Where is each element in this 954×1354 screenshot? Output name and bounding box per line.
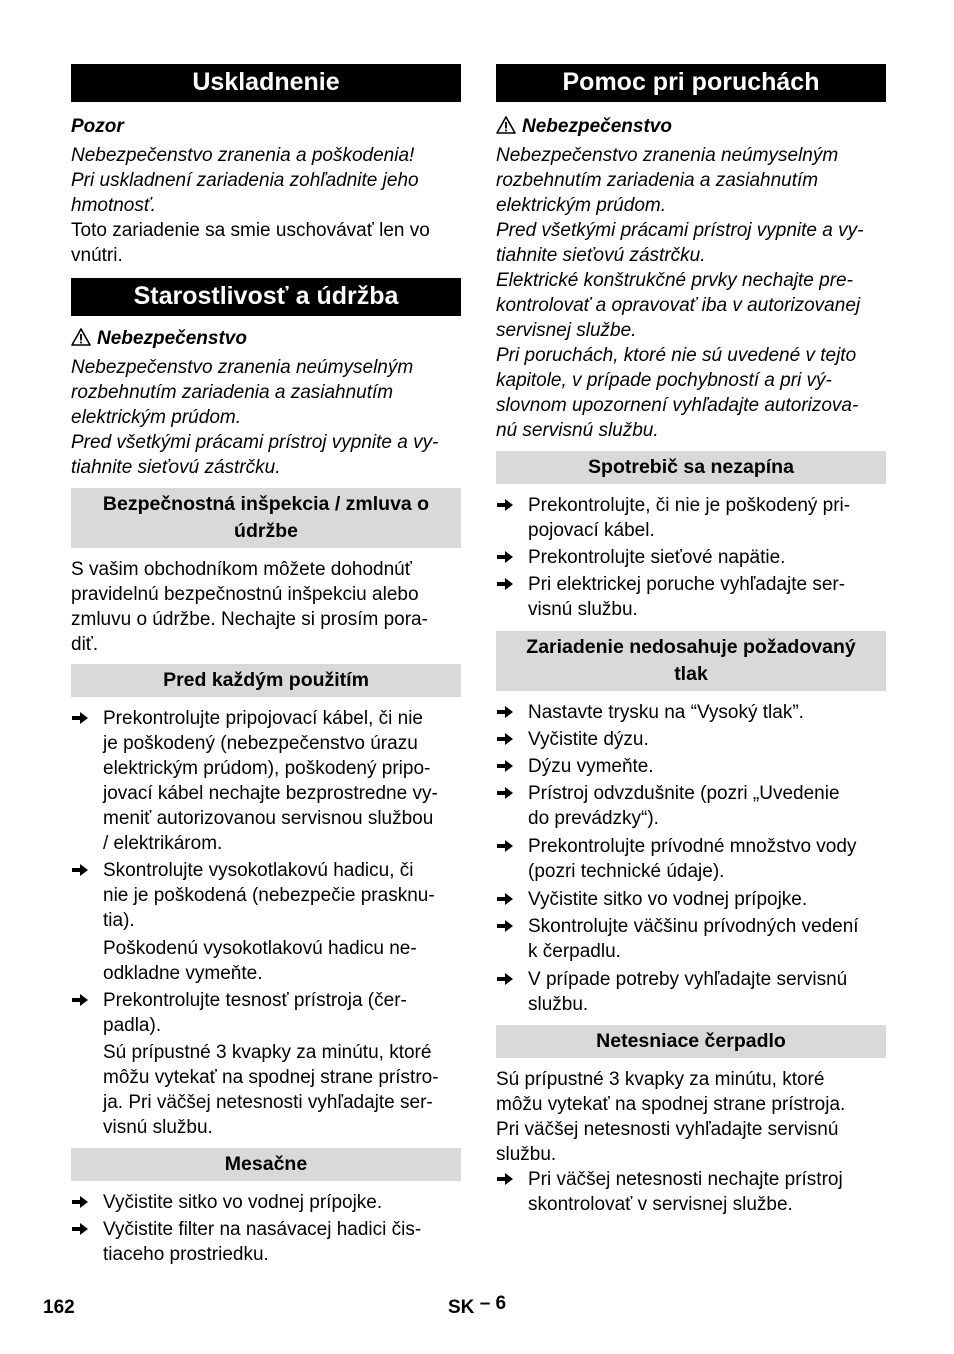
list-item: Skontrolujte vysokotlakovú hadicu, či nie je poškodená (nebezpečie prasknu- tia).: [71, 858, 461, 933]
heading-no-start: Spotrebič sa nezapína: [496, 451, 886, 484]
list-item: Prekontrolujte prívodné množstvo vody (pozri technické údaje).: [496, 834, 886, 884]
list-item: Vyčistite sitko vo vodnej prípojke.: [496, 887, 886, 912]
list-item: Prekontrolujte, či nie je poškodený pri- pojovací kábel.: [496, 493, 886, 543]
arrow-right-icon: [496, 971, 514, 987]
footer-lang: SK: [448, 1297, 475, 1318]
danger-label: [496, 114, 886, 139]
caution-text: Nebezpečenstvo zranenia a poškodenia! Pri uskladnení zariadenia zohľadnite jeho hmotnosť.: [71, 145, 419, 216]
heading-pomoc: Pomoc pri poruchách: [496, 64, 886, 102]
list-item-continuation: Poškodenú vysokotlakovú hadicu ne- odkladne vymeňte.: [103, 938, 417, 984]
heading-before-use: Pred každým použitím: [71, 664, 461, 697]
pump-leak-list: [496, 1167, 886, 1217]
list-item: Prístroj odvzdušnite (pozri „Uvedenie do prevádzky“).: [496, 781, 886, 831]
heading-pressure: Zariadenie nedosahuje požadovaný tlak: [496, 631, 886, 691]
care-danger-text: Nebezpečenstvo zranenia neúmyselným rozbehnutím zariadenia a zasiahnutím elektrickým prúdom. Pred všetkými prácami prístroj vypnite a vy- tiahnite sieťovú zástrčku.: [71, 357, 439, 478]
arrow-right-icon: [71, 862, 89, 878]
left-column: [71, 64, 461, 1267]
arrow-right-icon: [71, 710, 89, 726]
no-start-list: [496, 493, 886, 622]
list-item: Prekontrolujte pripojovací kábel, či nie je poškodený (nebezpečenstvo úrazu elektrickým prúdom), poškodený pripo- jovací kábel nechajte bezprostredne vy- meniť autorizovanou servisnou službou / elektrikárom.: [71, 706, 461, 856]
page-number: 162: [43, 1297, 75, 1318]
pressure-list: [496, 700, 886, 1017]
arrow-right-icon: [71, 1221, 89, 1237]
arrow-right-icon: [496, 785, 514, 801]
list-item: Vyčistite dýzu.: [496, 727, 886, 752]
warning-triangle-icon: [496, 116, 516, 134]
danger-label-text: Nebezpečenstvo: [522, 116, 672, 137]
arrow-right-icon: [71, 1194, 89, 1210]
list-item: Vyčistite sitko vo vodnej prípojke.: [71, 1190, 461, 1215]
heading-monthly: Mesačne: [71, 1148, 461, 1181]
arrow-right-icon: [496, 549, 514, 565]
list-item: Pri väčšej netesnosti nechajte prístroj skontrolovať v servisnej službe.: [496, 1167, 886, 1217]
arrow-right-icon: [496, 497, 514, 513]
heading-uskladnenie: Uskladnenie: [71, 64, 461, 102]
list-item-continuation: Sú prípustné 3 kvapky za minútu, ktoré môžu vytekať na spodnej strane prístro- ja. Pri väčšej netesnosti vyhľadajte ser- visnú službu.: [103, 1042, 439, 1138]
list-item: Nastavte trysku na “Vysoký tlak”.: [496, 700, 886, 725]
arrow-right-icon: [496, 704, 514, 720]
pump-leak-text: Sú prípustné 3 kvapky za minútu, ktoré môžu vytekať na spodnej strane prístroja. Pri väčšej netesnosti vyhľadajte servisnú službu.: [496, 1069, 846, 1165]
arrow-right-icon: [496, 838, 514, 854]
arrow-right-icon: [71, 992, 89, 1008]
list-item: Skontrolujte väčšinu prívodných vedení k čerpadlu.: [496, 914, 886, 964]
heading-starostlivost: Starostlivosť a údržba: [71, 278, 461, 316]
arrow-right-icon: [496, 731, 514, 747]
list-item: Pri elektrickej poruche vyhľadajte ser- visnú službu.: [496, 572, 886, 622]
caution-label: Pozor: [71, 116, 124, 137]
right-column: [496, 64, 886, 1217]
arrow-right-icon: [496, 918, 514, 934]
arrow-right-icon: [496, 891, 514, 907]
warning-triangle-icon: [71, 328, 91, 346]
footer-section: [448, 1293, 507, 1319]
heading-inspection: Bezpečnostná inšpekcia / zmluva o údržbe: [71, 488, 461, 548]
list-item: Prekontrolujte sieťové napätie.: [496, 545, 886, 570]
danger-label-text: Nebezpečenstvo: [97, 328, 247, 349]
storage-note: Toto zariadenie sa smie uschovávať len vo vnútri.: [71, 220, 430, 266]
list-item: Vyčistite filter na nasávacej hadici čis- tiaceho prostriedku.: [71, 1217, 461, 1267]
arrow-right-icon: [496, 1171, 514, 1187]
list-item: Prekontrolujte tesnosť prístroja (čer- padla).: [71, 988, 461, 1038]
footer-sub: – 6: [479, 1293, 507, 1314]
danger-label: [71, 326, 461, 351]
heading-pump-leak: Netesniace čerpadlo: [496, 1025, 886, 1058]
list-item: Dýzu vymeňte.: [496, 754, 886, 779]
help-danger-text: Nebezpečenstvo zranenia neúmyselným rozbehnutím zariadenia a zasiahnutím elektrickým prúdom. Pred všetkými prácami prístroj vypnite a vy- tiahnite sieťovú zástrčku. Elektrické konštrukčné prvky nechajte pre- kontrolovať a opravovať iba v autorizovanej servisnej službe. Pri poruchách, ktoré nie sú uvedené v tejto kapitole, v prípade pochybností a pri vý- slovnom upozornení vyhľadajte autorizova- nú servisnú službu.: [496, 145, 864, 441]
monthly-list: [71, 1190, 461, 1267]
inspection-text: S vašim obchodníkom môžete dohodnúť pravidelnú bezpečnostnú inšpekciu alebo zmluvu o údržbe. Nechajte si prosím pora- diť.: [71, 559, 428, 655]
arrow-right-icon: [496, 758, 514, 774]
before-use-list: [71, 706, 461, 1140]
list-item: V prípade potreby vyhľadajte servisnú službu.: [496, 967, 886, 1017]
arrow-right-icon: [496, 576, 514, 592]
